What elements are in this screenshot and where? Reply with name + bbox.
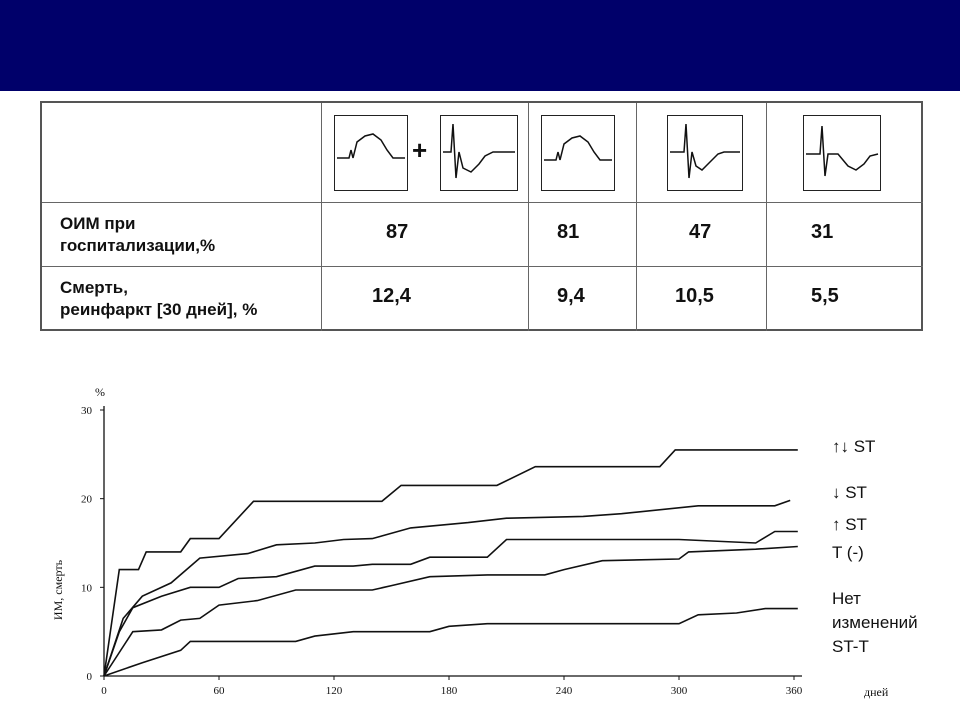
t-inversion-ecg-icon <box>803 115 881 191</box>
x-tick-label: 180 <box>440 685 458 697</box>
row-label-line: реинфаркт [30 дней], % <box>60 300 258 319</box>
x-tick-label: 120 <box>325 685 343 697</box>
table-cell <box>322 267 529 331</box>
table-cell <box>767 267 923 331</box>
x-tick-label: 300 <box>670 685 688 697</box>
y-axis-unit: % <box>95 385 105 399</box>
st-elevation-ecg-icon <box>334 115 408 191</box>
x-tick-label: 0 <box>101 685 107 697</box>
series-line <box>104 532 798 677</box>
legend-label: изменений <box>832 613 918 632</box>
legend-label: ↑↓ ST <box>832 437 876 456</box>
x-axis-label: дней <box>864 685 889 699</box>
table-cell <box>322 203 529 267</box>
y-tick-label: 0 <box>86 671 92 683</box>
ecg-header-cell <box>322 103 529 203</box>
st-elevation-ecg-icon <box>541 115 615 191</box>
y-tick-label: 20 <box>81 493 92 506</box>
series-line <box>104 500 790 676</box>
table-cell <box>637 267 767 331</box>
y-tick-label: 30 <box>81 405 92 417</box>
plus-sign: + <box>412 135 428 165</box>
legend-label: ST-T <box>832 637 869 656</box>
table-value: 10,5 <box>675 285 714 307</box>
legend-label: ↑ ST <box>832 515 867 534</box>
blank-patch <box>122 444 216 512</box>
header-bar <box>0 0 960 91</box>
legend-label: ↓ ST <box>832 483 867 502</box>
legend-label: T (-) <box>832 543 864 562</box>
ecg-header-cell <box>637 103 767 203</box>
table-value: 47 <box>689 221 712 243</box>
series-line <box>104 547 798 677</box>
table-value: 81 <box>557 221 580 243</box>
blank-patch <box>22 352 80 400</box>
table-value: 9,4 <box>557 285 585 307</box>
ecg-header-cell <box>529 103 637 203</box>
st-depression-ecg-icon <box>440 115 518 191</box>
table-value: 5,5 <box>811 285 839 307</box>
ecg-table <box>40 101 923 331</box>
table-cell <box>637 203 767 267</box>
table-row-label <box>42 203 322 267</box>
table-cell <box>529 267 637 331</box>
st-depression-ecg-icon <box>667 115 743 191</box>
table-cell <box>767 203 923 267</box>
table-value: 87 <box>386 221 409 243</box>
ecg-header-cell <box>767 103 923 203</box>
row-label-line: госпитализации,% <box>60 236 216 255</box>
series-line <box>104 609 798 676</box>
y-axis-label: ИМ, смерть <box>51 559 65 621</box>
table-row-label <box>42 267 322 331</box>
chart-legend <box>832 437 918 656</box>
x-tick-label: 240 <box>555 685 573 697</box>
table-cell <box>529 203 637 267</box>
row-label-line: Смерть, <box>60 278 128 297</box>
row-label-line: ОИМ при <box>60 214 136 233</box>
y-tick-label: 10 <box>81 582 92 595</box>
legend-label: Нет <box>832 589 861 608</box>
x-tick-label: 360 <box>785 685 803 697</box>
x-tick-label: 60 <box>213 685 225 697</box>
table-value: 12,4 <box>372 285 411 307</box>
table-value: 31 <box>811 221 834 243</box>
table-corner-cell <box>42 103 322 203</box>
